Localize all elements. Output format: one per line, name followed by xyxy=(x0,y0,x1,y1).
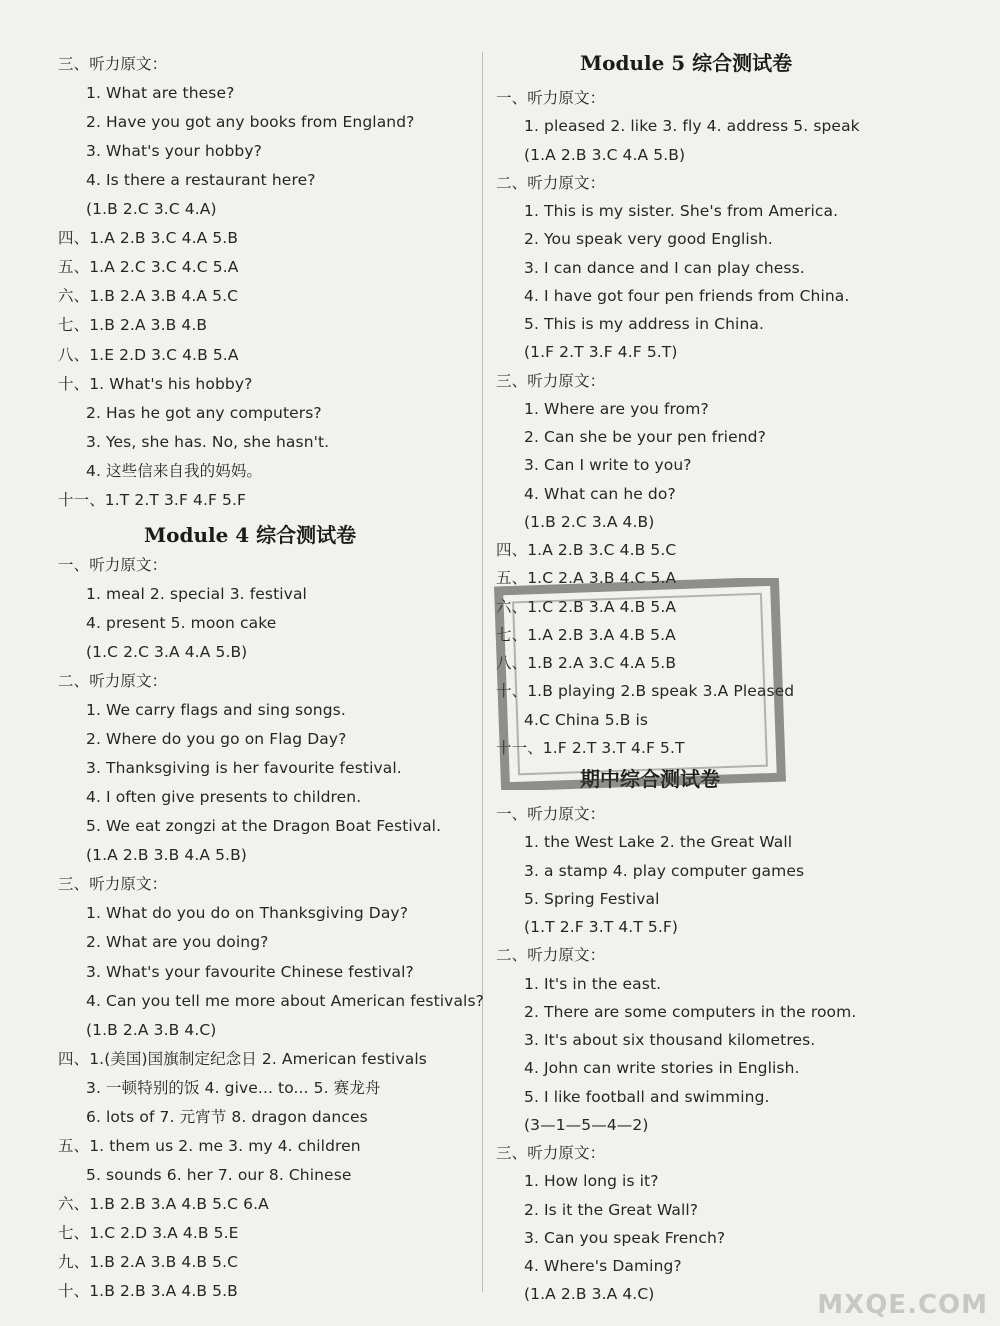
section-heading: 八、1.E 2.D 3.C 4.B 5.A xyxy=(58,345,239,364)
answer-line: 3. Yes, she has. No, she hasn't. xyxy=(86,432,330,451)
answer-line: 3. Thanksgiving is her favourite festival. xyxy=(86,759,402,778)
answer-line: 5. Spring Festival xyxy=(524,889,660,908)
section-heading: 一、听力原文： xyxy=(58,555,168,574)
answer-line: (1.T 2.F 3.T 4.T 5.F) xyxy=(524,918,679,936)
answer-line: (1.B 2.C 3.A 4.B) xyxy=(524,512,655,531)
section-heading: 一、听力原文： xyxy=(496,805,606,823)
section-heading: 四、1.A 2.B 3.C 4.B 5.C xyxy=(496,541,677,559)
answer-line: 1. pleased 2. like 3. fly 4. address 5. speak xyxy=(524,117,860,136)
section-heading: 七、1.B 2.A 3.B 4.B xyxy=(58,316,208,335)
section-heading: 五、1.A 2.C 3.C 4.C 5.A xyxy=(58,258,239,277)
section-heading: 三、听力原文： xyxy=(58,875,168,894)
answer-line: 1. Where are you from? xyxy=(524,399,709,418)
section-heading: 二、听力原文： xyxy=(58,672,168,690)
answer-line: 3. Can I write to you? xyxy=(524,456,692,475)
section-heading: 四、1.(美国)国旗制定纪念日 2. American festivals xyxy=(58,1049,427,1068)
answer-line: (1.F 2.T 3.F 4.F 5.T) xyxy=(524,343,678,362)
answer-line: 4. Where's Daming? xyxy=(524,1257,682,1275)
answer-line: 2. Can she be your pen friend? xyxy=(524,428,766,446)
answer-line: 1. How long is it? xyxy=(524,1172,659,1191)
section-heading: 五、1. them us 2. me 3. my 4. children xyxy=(58,1136,361,1155)
answer-line: 2. Have you got any books from England? xyxy=(86,113,415,132)
answer-line: 3. I can dance and I can play chess. xyxy=(524,258,805,277)
section-heading: 七、1.C 2.D 3.A 4.B 5.E xyxy=(58,1223,239,1242)
section-heading: 七、1.A 2.B 3.A 4.B 5.A xyxy=(496,625,676,644)
answer-line: 2. You speak very good English. xyxy=(524,230,773,249)
section-heading: 六、1.B 2.B 3.A 4.B 5.C 6.A xyxy=(58,1194,269,1213)
answer-line: 2. Has he got any computers? xyxy=(86,403,322,422)
section-title: Module 4 综合测试卷 xyxy=(144,522,357,547)
answer-line: 5. sounds 6. her 7. our 8. Chinese xyxy=(86,1165,352,1184)
section-heading: 八、1.B 2.A 3.C 4.A 5.B xyxy=(496,654,677,672)
answer-line: 3. It's about six thousand kilometres. xyxy=(524,1031,816,1049)
answer-line: (1.A 2.B 3.A 4.C) xyxy=(524,1285,655,1304)
answer-line: (1.A 2.B 3.C 4.A 5.B) xyxy=(524,145,686,164)
answer-line: 3. Can you speak French? xyxy=(524,1228,726,1247)
answer-line: 3. What's your favourite Chinese festival? xyxy=(86,962,414,981)
answer-line: 2. Is it the Great Wall? xyxy=(524,1200,699,1219)
section-heading: 五、1.C 2.A 3.B 4.C 5.A xyxy=(496,569,677,588)
section-heading: 六、1.C 2.B 3.A 4.B 5.A xyxy=(496,597,677,616)
section-title: Module 5 综合测试卷 xyxy=(580,51,793,75)
answer-line: 4. I have got four pen friends from China. xyxy=(524,286,850,305)
watermark-url: MXQE.COM xyxy=(817,1290,988,1320)
answer-line: 4. I often give presents to children. xyxy=(86,788,362,807)
answer-line: 1. meal 2. special 3. festival xyxy=(86,584,307,603)
answer-line: 4. John can write stories in English. xyxy=(524,1059,800,1078)
section-title: 期中综合测试卷 xyxy=(580,767,720,791)
column-divider xyxy=(482,52,483,1292)
answer-line: (1.B 2.A 3.B 4.C) xyxy=(86,1020,217,1039)
section-heading: 二、听力原文： xyxy=(496,946,606,965)
answer-line: 4. What can he do? xyxy=(524,484,676,503)
answer-line: 1. This is my sister. She's from America. xyxy=(524,202,839,220)
answer-line: 2. There are some computers in the room. xyxy=(524,1002,857,1021)
answer-line: (3—1—5—4—2) xyxy=(524,1115,649,1134)
answer-line: 2. Where do you go on Flag Day? xyxy=(86,730,347,749)
section-heading: 十、1. What's his hobby? xyxy=(58,374,253,393)
answer-line: 1. We carry flags and sing songs. xyxy=(86,701,346,720)
watermark xyxy=(808,1232,994,1324)
answer-line: (1.C 2.C 3.A 4.A 5.B) xyxy=(86,642,248,661)
answer-line: 4. present 5. moon cake xyxy=(86,613,277,632)
answer-line: 3. a stamp 4. play computer games xyxy=(524,861,805,880)
answer-line: 2. What are you doing? xyxy=(86,933,269,952)
answer-line: 4. Is there a restaurant here? xyxy=(86,171,316,190)
section-heading: 九、1.B 2.A 3.B 4.B 5.C xyxy=(58,1253,239,1271)
section-heading: 六、1.B 2.A 3.B 4.A 5.C xyxy=(58,287,239,306)
answer-line: (1.A 2.B 3.B 4.A 5.B) xyxy=(86,846,247,865)
answer-line: (1.B 2.C 3.C 4.A) xyxy=(86,200,217,219)
answer-line: 1. What do you do on Thanksgiving Day? xyxy=(86,904,409,923)
answer-line: 4. Can you tell me more about American festivals? xyxy=(86,991,484,1010)
answer-line: 1. It's in the east. xyxy=(524,974,662,993)
answer-line: 3. 一顿特别的饭 4. give... to... 5. 赛龙舟 xyxy=(86,1078,381,1097)
section-heading: 一、听力原文： xyxy=(496,89,606,107)
answer-line: 4.C China 5.B is xyxy=(524,710,649,729)
answer-line: 3. What's your hobby? xyxy=(86,142,262,161)
section-heading: 十、1.B playing 2.B speak 3.A Pleased xyxy=(496,682,795,701)
answer-line: 5. This is my address in China. xyxy=(524,315,765,333)
answer-line: 1. What are these? xyxy=(86,84,235,103)
answer-line: 6. lots of 7. 元宵节 8. dragon dances xyxy=(86,1107,368,1126)
answer-line: 5. I like football and swimming. xyxy=(524,1087,770,1106)
answer-line: 5. We eat zongzi at the Dragon Boat Festival. xyxy=(86,817,442,836)
section-heading: 二、听力原文： xyxy=(496,173,606,192)
section-heading: 十一、1.T 2.T 3.F 4.F 5.F xyxy=(58,490,247,509)
section-heading: 三、听力原文： xyxy=(58,55,168,73)
answer-line: 1. the West Lake 2. the Great Wall xyxy=(524,833,793,852)
section-heading: 三、听力原文： xyxy=(496,371,606,390)
section-heading: 三、听力原文： xyxy=(496,1144,606,1162)
answer-line: 4. 这些信来自我的妈妈。 xyxy=(86,461,263,480)
section-heading: 十、1.B 2.B 3.A 4.B 5.B xyxy=(58,1282,238,1301)
section-heading: 十一、1.F 2.T 3.T 4.F 5.T xyxy=(496,738,685,757)
section-heading: 四、1.A 2.B 3.C 4.A 5.B xyxy=(58,229,239,248)
